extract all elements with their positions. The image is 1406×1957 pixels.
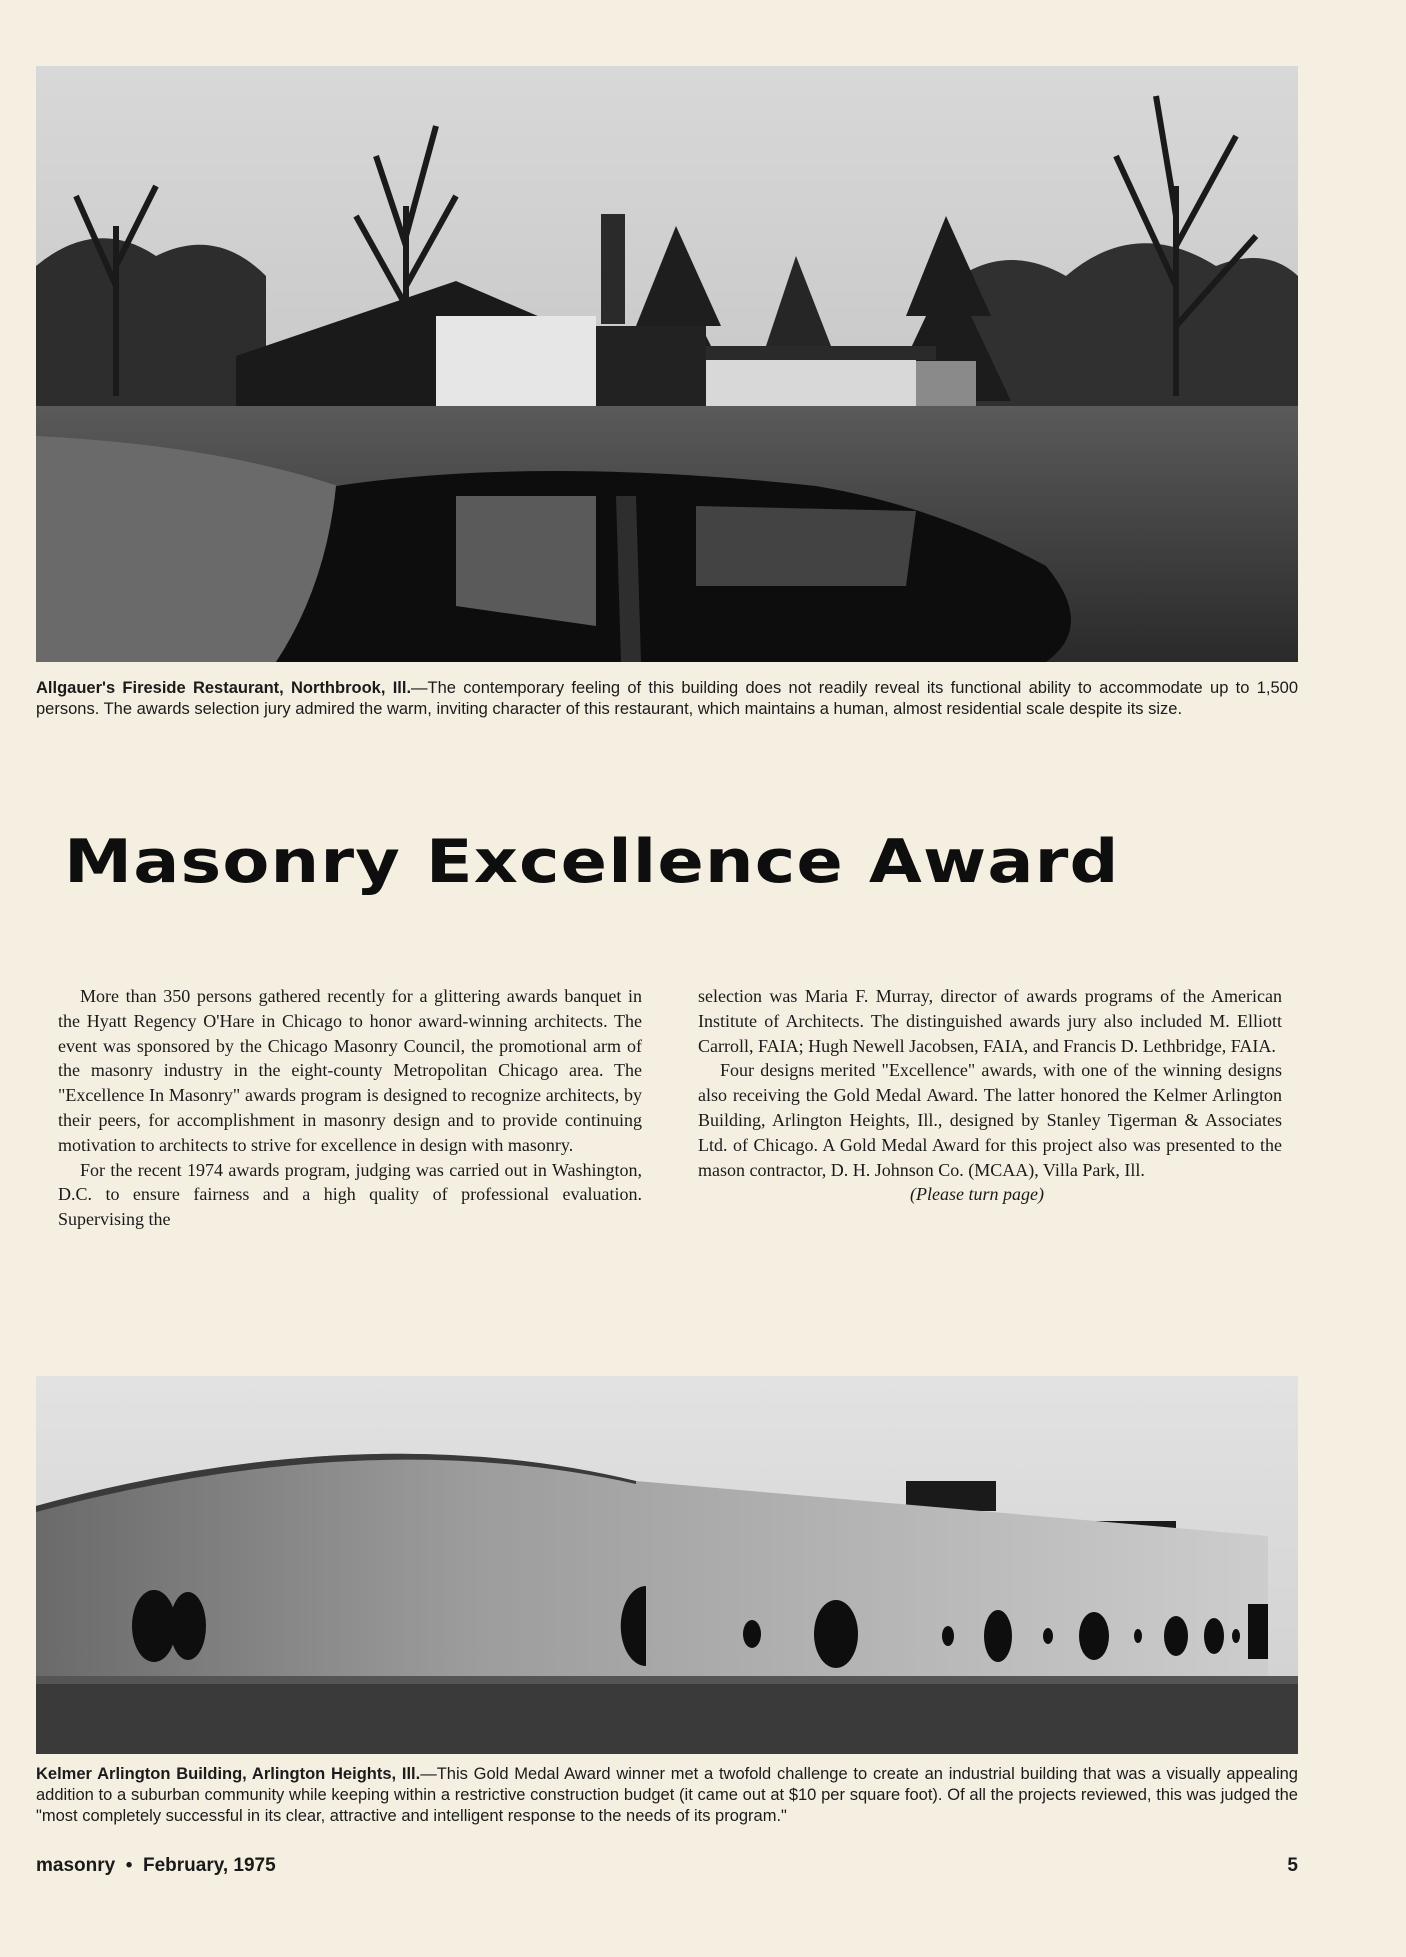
article-paragraph: Four designs merited "Excellence" awards, with one of the winning designs also receiving the Gold Medal Award. The latter honored the Kelmer Arlington Building, Arlington Heights, Ill., designed by Stanley Tigerman & Associates Ltd. of Chicago. A Gold Medal Award for this project also was presented to the mason contractor, D. H. Johnson Co. (MCAA), Villa Park, Ill. — [698, 1060, 1282, 1180]
page-footer — [36, 1855, 1298, 1881]
footer-publication: masonry • February, 1975 — [36, 1855, 276, 1876]
page-number: 5 — [1287, 1855, 1298, 1876]
restaurant-photo-caption — [36, 678, 1298, 720]
kelmer-building-photo-image — [36, 1376, 1298, 1754]
restaurant-photo — [36, 66, 1298, 662]
article-paragraph: For the recent 1974 awards program, judging was carried out in Washington, D.C. to ensure fairness and a high quality of professional evaluation. Supervising the — [58, 1159, 642, 1230]
article-paragraph: More than 350 persons gathered recently for a glittering awards banquet in the Hyatt Regency O'Hare in Chicago to honor award-winning architects. The event was sponsored by the Chicago Masonry Council, the promotional arm of the masonry industry in the eight-county Metropolitan Chicago area. The "Excellence In Masonry" awards program is designed to recognize architects, by their peers, for accomplishment in masonry design and to provide continuing motivation to architects to strive for excellence in design with masonry. — [58, 986, 642, 1155]
continued-note: (Please turn page) — [910, 1184, 1044, 1205]
kelmer-photo-caption — [36, 1764, 1298, 1827]
article-title: Masonry Excellence Award — [64, 827, 1120, 897]
kelmer-caption-text: —This Gold Medal Award winner met a twofold challenge to create an industrial building that was a visually appealing addition to a suburban community while keeping within a restrictive construction budget (it came out at $10 per square foot). Of all the projects reviewed, this was judged the "most completely successful in its clear, attractive and intelligent response to the needs of its program." — [36, 1765, 1298, 1825]
kelmer-building-photo — [36, 1376, 1298, 1754]
article-column-right — [698, 984, 1282, 1207]
restaurant-caption-text: —The contemporary feeling of this building does not readily reveal its functional ability to accommodate up to 1,500 persons. The awards selection jury admired the warm, inviting character of this restaurant, which maintains a human, almost residential scale despite its size. — [36, 679, 1298, 718]
article-column-left — [58, 984, 642, 1232]
restaurant-caption-heading: Allgauer's Fireside Restaurant, Northbrook, Ill. — [36, 679, 412, 697]
restaurant-photo-image — [36, 66, 1298, 662]
article-paragraph: selection was Maria F. Murray, director of awards programs of the American Institute of Architects. The distinguished awards jury also included M. Elliott Carroll, FAIA; Hugh Newell Jacobsen, FAIA, and Francis D. Lethbridge, FAIA. — [698, 986, 1282, 1056]
kelmer-caption-heading: Kelmer Arlington Building, Arlington Heights, Ill. — [36, 1765, 421, 1783]
